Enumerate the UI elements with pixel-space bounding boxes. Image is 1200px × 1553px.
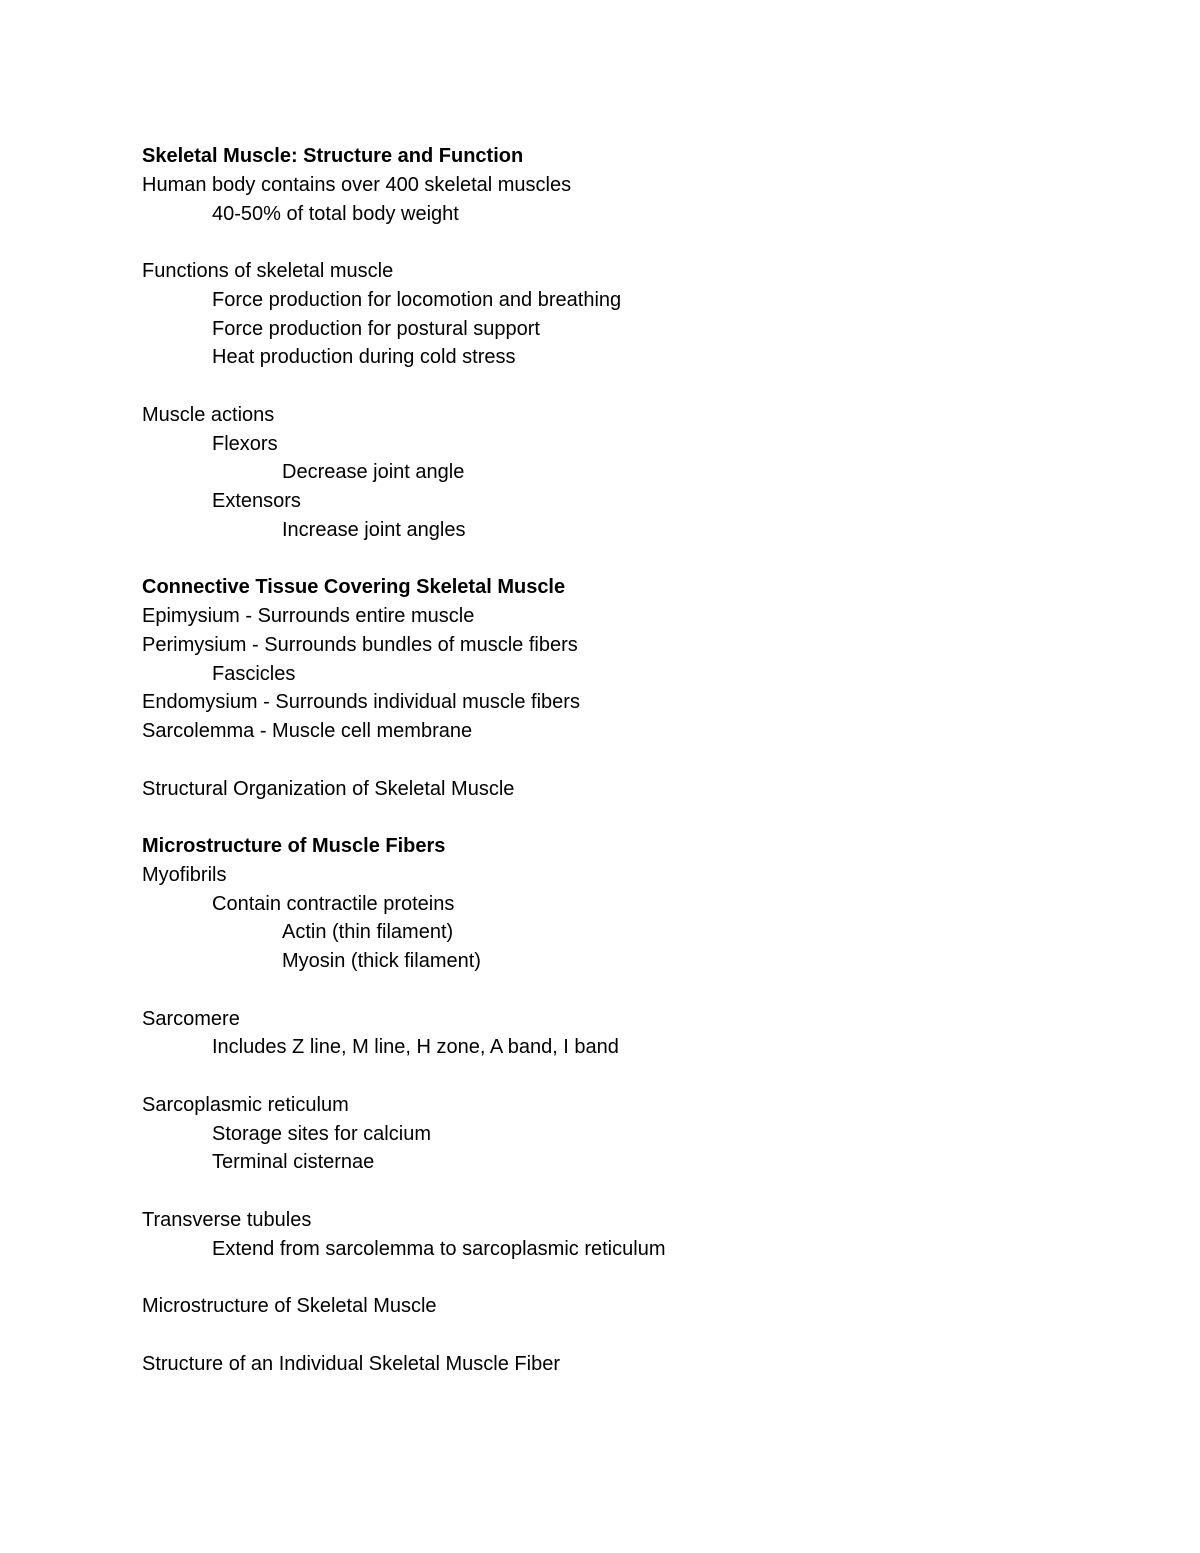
text-line: Microstructure of Skeletal Muscle	[142, 1295, 437, 1317]
section-heading: Microstructure of Muscle Fibers	[142, 835, 446, 857]
blank-line	[142, 1321, 1142, 1350]
indented-text-line: Myosin (thick filament)	[282, 950, 481, 972]
text-line: Transverse tubules	[142, 1208, 312, 1231]
section-heading: Connective Tissue Covering Skeletal Muscle	[142, 576, 566, 599]
text-line: Human body contains over 400 skeletal muscles	[142, 173, 572, 196]
indented-text-line: Decrease joint angle	[282, 461, 465, 484]
indented-text-line: Fascicles	[212, 662, 296, 685]
text-line: Structural Organization of Skeletal Muscle	[142, 777, 515, 800]
blank-line	[142, 976, 1142, 1005]
indented-text-line: Force production for postural support	[212, 317, 540, 340]
blank-line	[142, 1062, 1142, 1091]
text-line: Endomysium - Surrounds individual muscle fibers	[142, 691, 580, 714]
text-line: Muscle actions	[142, 403, 275, 426]
indented-text-line: Force production for locomotion and breathing	[212, 288, 622, 311]
blank-line	[142, 228, 1142, 257]
blank-line	[142, 545, 1142, 574]
blank-line	[142, 1177, 1142, 1206]
text-line: Sarcoplasmic reticulum	[142, 1093, 349, 1116]
text-line: Sarcomere	[142, 1007, 240, 1030]
blank-line	[142, 1263, 1142, 1292]
text-line: Structure of an Individual Skeletal Muscle Fiber	[142, 1352, 560, 1375]
blank-line	[142, 746, 1142, 775]
indented-text-line: Extensors	[212, 490, 301, 512]
section-heading: Skeletal Muscle: Structure and Function	[142, 145, 524, 167]
text-line: Functions of skeletal muscle	[142, 260, 394, 282]
indented-text-line: 40-50% of total body weight	[212, 202, 459, 225]
text-line: Sarcolemma - Muscle cell membrane	[142, 720, 473, 742]
blank-line	[142, 803, 1142, 832]
indented-text-line: Flexors	[212, 432, 278, 455]
indented-text-line: Heat production during cold stress	[212, 346, 516, 369]
indented-text-line: Storage sites for calcium	[212, 1122, 431, 1145]
indented-text-line: Contain contractile proteins	[212, 892, 455, 915]
indented-text-line: Extend from sarcolemma to sarcoplasmic reticulum	[212, 1237, 666, 1260]
blank-line	[142, 372, 1142, 401]
text-line: Epimysium - Surrounds entire muscle	[142, 605, 475, 627]
indented-text-line: Actin (thin filament)	[282, 921, 454, 944]
indented-text-line: Includes Z line, M line, H zone, A band, I band	[212, 1036, 619, 1059]
text-line: Perimysium - Surrounds bundles of muscle fibers	[142, 633, 578, 656]
text-line: Myofibrils	[142, 863, 227, 886]
document-body	[142, 142, 1142, 1378]
indented-text-line: Terminal cisternae	[212, 1151, 375, 1174]
indented-text-line: Increase joint angles	[282, 518, 466, 541]
